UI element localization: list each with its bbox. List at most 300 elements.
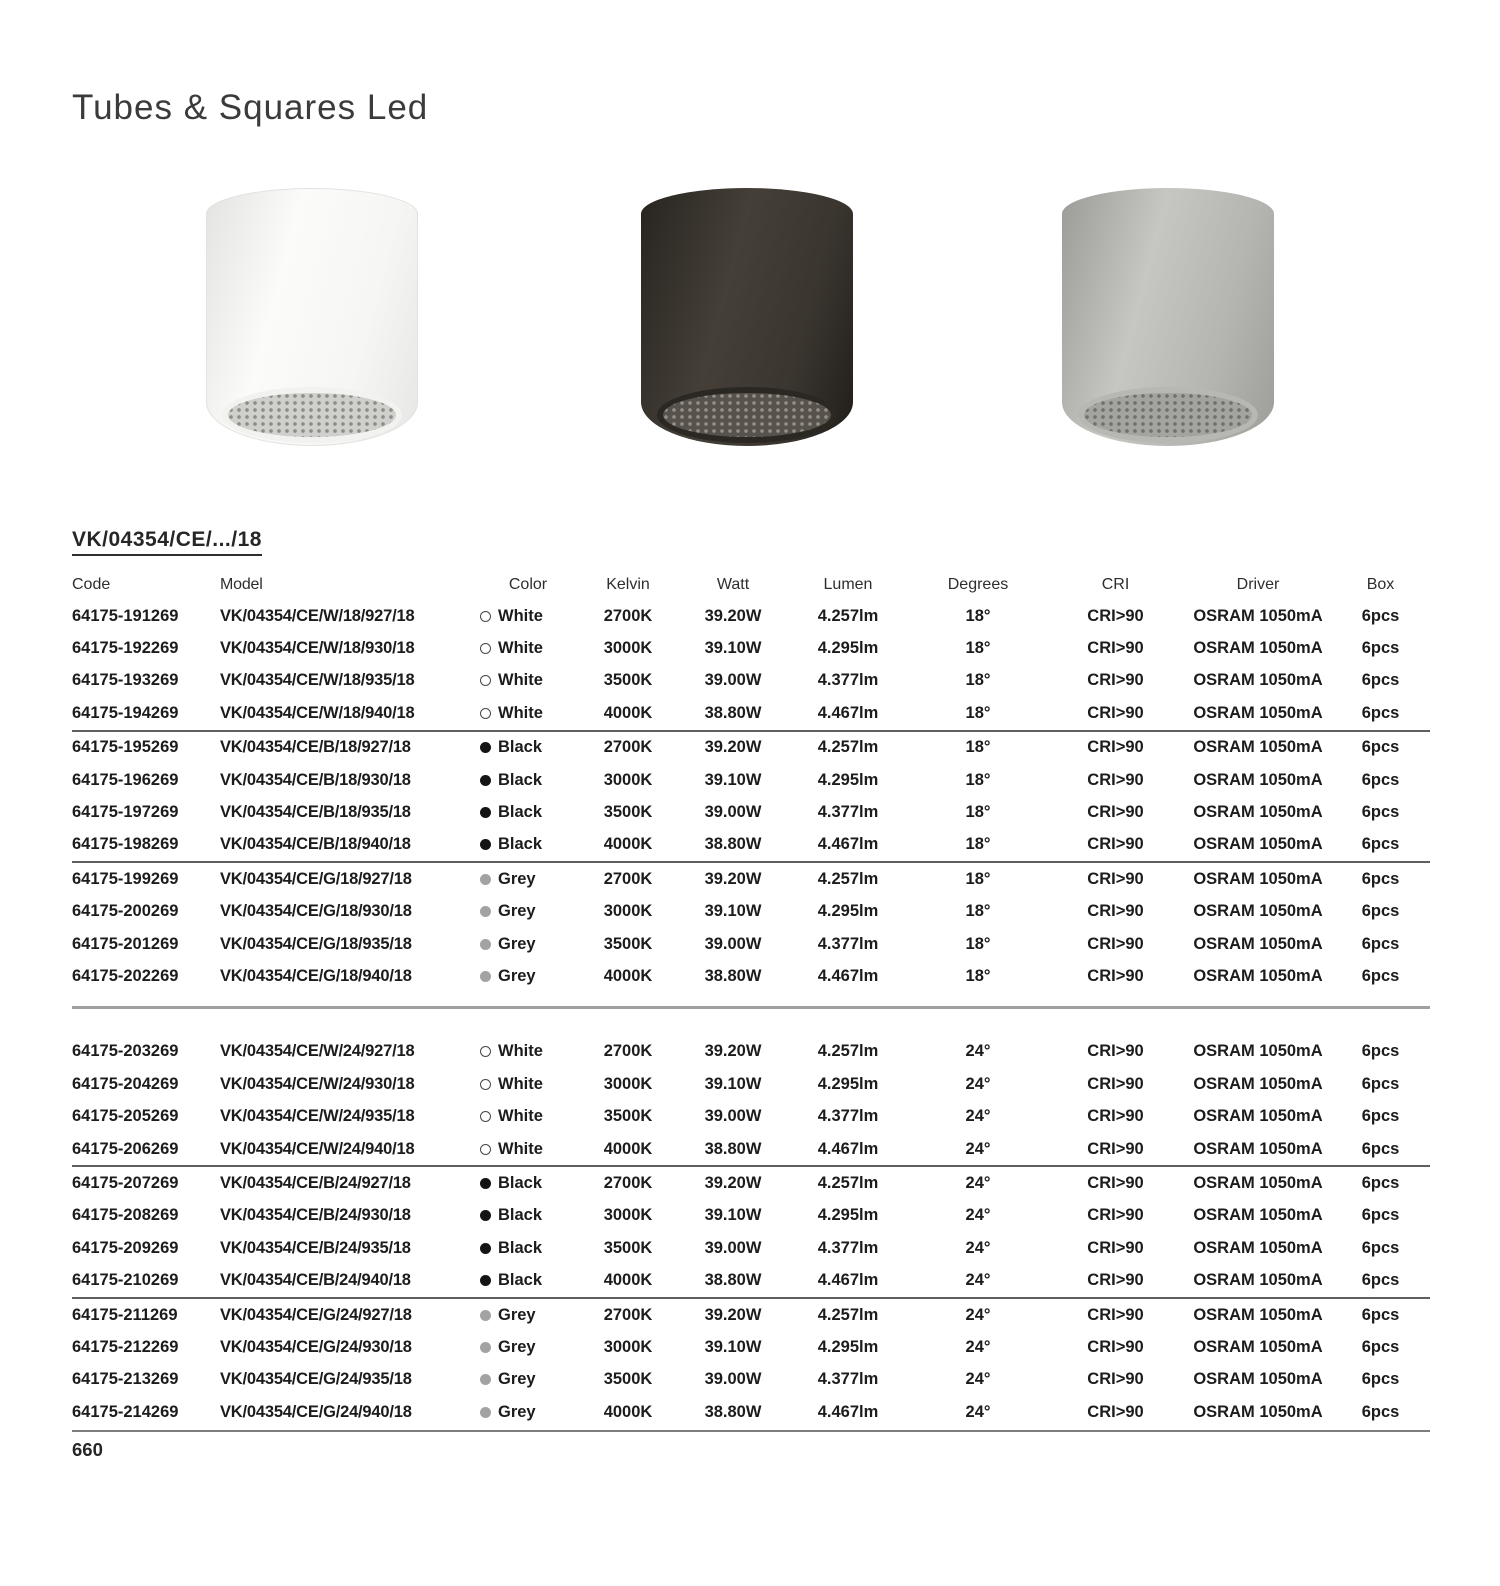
cylinder-lens-honeycomb [1078,387,1258,443]
degrees-cell: 18° [965,639,991,658]
color-label: Black [498,1238,543,1257]
cri-cell: CRI>90 [1087,1402,1144,1421]
watt-cell: 39.20W [704,606,762,625]
section-divider-gap [72,1006,1430,1036]
table-bottom-border [72,1430,1430,1432]
driver-cell: OSRAM 1050mA [1193,671,1323,690]
col-header-model: Model [220,576,263,593]
box-cell: 6pcs [1361,902,1400,921]
black-color-swatch-icon [480,1243,491,1254]
product-images [72,188,1430,446]
table-row [72,1068,1430,1100]
degrees-cell: 18° [965,703,991,722]
lumen-cell: 4.467lm [817,1271,879,1290]
color-cell [478,671,578,690]
black-color-swatch-icon [480,1178,491,1189]
driver-cell: OSRAM 1050mA [1193,1271,1323,1290]
code-cell: 64175-205269 [72,1107,179,1126]
code-cell: 64175-194269 [72,703,179,722]
white-color-swatch-icon [480,1111,491,1122]
grey-color-swatch-icon [480,939,491,950]
watt-cell: 39.20W [704,869,762,888]
color-cell [478,738,578,757]
code-cell: 64175-200269 [72,902,179,921]
color-label: Grey [498,902,536,921]
model-cell: VK/04354/CE/B/24/930/18 [220,1206,411,1225]
color-label: Black [498,835,543,854]
col-header-lumen: Lumen [823,576,873,593]
code-cell: 64175-204269 [72,1074,179,1093]
box-cell: 6pcs [1361,835,1400,854]
color-cell [478,1370,578,1389]
degrees-cell: 24° [965,1206,991,1225]
box-cell: 6pcs [1361,1370,1400,1389]
lumen-cell: 4.257lm [817,1173,879,1192]
color-label: White [498,1139,543,1158]
code-cell: 64175-191269 [72,606,179,625]
black-color-swatch-icon [480,807,491,818]
watt-cell: 39.00W [704,671,762,690]
color-cell [478,607,578,626]
watt-cell: 39.10W [704,1337,762,1356]
color-label: White [498,1074,543,1093]
kelvin-cell: 4000K [603,966,653,985]
box-cell: 6pcs [1361,1402,1400,1421]
white-color-swatch-icon [480,1079,491,1090]
table-row [72,863,1430,895]
col-header-cri: CRI [1101,576,1130,593]
grey-color-swatch-icon [480,1310,491,1321]
watt-cell: 39.20W [704,1173,762,1192]
model-cell: VK/04354/CE/B/18/930/18 [220,770,411,789]
model-cell: VK/04354/CE/W/24/935/18 [220,1107,415,1126]
box-cell: 6pcs [1361,703,1400,722]
color-cell [478,1306,578,1325]
kelvin-cell: 3500K [603,803,653,822]
code-cell: 64175-211269 [72,1305,178,1324]
degrees-cell: 24° [965,1173,991,1192]
degrees-cell: 24° [965,1042,991,1061]
col-header-degrees: Degrees [947,576,1009,593]
driver-cell: OSRAM 1050mA [1193,639,1323,658]
lumen-cell: 4.467lm [817,966,879,985]
model-cell: VK/04354/CE/B/24/935/18 [220,1238,411,1257]
family-code: VK/04354/CE/.../18 [72,528,262,556]
watt-cell: 38.80W [704,1402,762,1421]
box-cell: 6pcs [1361,1173,1400,1192]
model-cell: VK/04354/CE/W/24/930/18 [220,1074,415,1093]
table-row [72,1232,1430,1264]
color-cell [478,1174,578,1193]
table-row [72,796,1430,828]
cri-cell: CRI>90 [1087,835,1144,854]
white-color-swatch-icon [480,643,491,654]
watt-cell: 39.00W [704,803,762,822]
model-cell: VK/04354/CE/W/18/940/18 [220,703,415,722]
table-row [72,665,1430,697]
cri-cell: CRI>90 [1087,1370,1144,1389]
kelvin-cell: 2700K [603,1305,653,1324]
lumen-cell: 4.377lm [817,934,879,953]
degrees-cell: 18° [965,770,991,789]
watt-cell: 39.10W [704,770,762,789]
kelvin-cell: 2700K [603,606,653,625]
cri-cell: CRI>90 [1087,934,1144,953]
color-label: Grey [498,1337,536,1356]
model-cell: VK/04354/CE/W/18/930/18 [220,639,415,658]
lumen-cell: 4.377lm [817,1107,879,1126]
lumen-cell: 4.295lm [817,1337,879,1356]
color-cell [478,870,578,889]
driver-cell: OSRAM 1050mA [1193,1074,1323,1093]
color-label: Grey [498,934,536,953]
code-cell: 64175-206269 [72,1139,179,1158]
black-color-swatch-icon [480,1210,491,1221]
cri-cell: CRI>90 [1087,1337,1144,1356]
white-color-swatch-icon [480,1144,491,1155]
lumen-cell: 4.377lm [817,1238,879,1257]
box-cell: 6pcs [1361,738,1400,757]
cri-cell: CRI>90 [1087,902,1144,921]
code-cell: 64175-210269 [72,1271,179,1290]
cri-cell: CRI>90 [1087,770,1144,789]
model-cell: VK/04354/CE/G/18/930/18 [220,902,412,921]
cri-cell: CRI>90 [1087,639,1144,658]
driver-cell: OSRAM 1050mA [1193,738,1323,757]
degrees-cell: 18° [965,835,991,854]
driver-cell: OSRAM 1050mA [1193,606,1323,625]
kelvin-cell: 4000K [603,703,653,722]
box-cell: 6pcs [1361,803,1400,822]
watt-cell: 39.10W [704,1074,762,1093]
lumen-cell: 4.295lm [817,770,879,789]
lumen-cell: 4.257lm [817,1042,879,1061]
color-label: White [498,639,543,658]
driver-cell: OSRAM 1050mA [1193,1238,1323,1257]
lumen-cell: 4.467lm [817,1139,879,1158]
color-label: Black [498,803,543,822]
black-color-swatch-icon [480,742,491,753]
grey-color-swatch-icon [480,1342,491,1353]
code-cell: 64175-212269 [72,1337,179,1356]
code-cell: 64175-203269 [72,1042,179,1061]
code-cell: 64175-195269 [72,738,179,757]
color-cell [478,902,578,921]
degrees-cell: 24° [965,1107,991,1126]
degrees-cell: 24° [965,1337,991,1356]
code-cell: 64175-207269 [72,1173,179,1192]
code-cell: 64175-193269 [72,671,179,690]
driver-cell: OSRAM 1050mA [1193,1042,1323,1061]
box-cell: 6pcs [1361,1337,1400,1356]
table-row [72,1331,1430,1363]
model-cell: VK/04354/CE/W/18/927/18 [220,606,415,625]
watt-cell: 39.20W [704,1305,762,1324]
code-cell: 64175-209269 [72,1238,179,1257]
color-cell [478,1239,578,1258]
driver-cell: OSRAM 1050mA [1193,1402,1323,1421]
lumen-cell: 4.467lm [817,835,879,854]
color-cell [478,771,578,790]
kelvin-cell: 2700K [603,1042,653,1061]
watt-cell: 38.80W [704,1139,762,1158]
degrees-cell: 18° [965,966,991,985]
model-cell: VK/04354/CE/W/18/935/18 [220,671,415,690]
cri-cell: CRI>90 [1087,1139,1144,1158]
catalog-page [0,86,1500,1461]
code-cell: 64175-213269 [72,1370,179,1389]
color-label: White [498,671,543,690]
degrees-cell: 24° [965,1271,991,1290]
lumen-cell: 4.257lm [817,738,879,757]
color-label: Black [498,738,543,757]
box-cell: 6pcs [1361,1206,1400,1225]
driver-cell: OSRAM 1050mA [1193,703,1323,722]
degrees-cell: 18° [965,606,991,625]
model-cell: VK/04354/CE/W/24/927/18 [220,1042,415,1061]
white-color-swatch-icon [480,708,491,719]
color-label: Grey [498,1402,536,1421]
lumen-cell: 4.295lm [817,1206,879,1225]
col-header-kelvin: Kelvin [606,576,650,593]
color-label: White [498,1107,543,1126]
watt-cell: 39.20W [704,738,762,757]
kelvin-cell: 3500K [603,1370,653,1389]
box-cell: 6pcs [1361,1271,1400,1290]
color-cell [478,803,578,822]
page-title: Tubes & Squares Led [72,88,429,127]
kelvin-cell: 3500K [603,934,653,953]
box-cell: 6pcs [1361,1238,1400,1257]
col-header-watt: Watt [716,576,750,593]
table-row [72,697,1430,731]
color-cell [478,1107,578,1126]
degrees-cell: 18° [965,902,991,921]
kelvin-cell: 3000K [603,902,653,921]
color-label: Grey [498,1305,536,1324]
col-header-box: Box [1366,576,1395,593]
box-cell: 6pcs [1361,1042,1400,1061]
white-color-swatch-icon [480,1046,491,1057]
white-color-swatch-icon [480,675,491,686]
model-cell: VK/04354/CE/G/18/935/18 [220,934,412,953]
model-cell: VK/04354/CE/B/24/940/18 [220,1271,411,1290]
box-cell: 6pcs [1361,770,1400,789]
driver-cell: OSRAM 1050mA [1193,966,1323,985]
degrees-cell: 24° [965,1238,991,1257]
watt-cell: 38.80W [704,966,762,985]
table-row [72,632,1430,664]
lumen-cell: 4.295lm [817,639,879,658]
degrees-cell: 18° [965,869,991,888]
color-cell [478,1338,578,1357]
driver-cell: OSRAM 1050mA [1193,1337,1323,1356]
model-cell: VK/04354/CE/G/18/927/18 [220,869,412,888]
color-label: Grey [498,869,536,888]
watt-cell: 39.00W [704,1370,762,1389]
code-cell: 64175-196269 [72,770,179,789]
cylinder-lens-honeycomb [657,387,837,443]
cri-cell: CRI>90 [1087,606,1144,625]
box-cell: 6pcs [1361,1305,1400,1324]
watt-cell: 38.80W [704,1271,762,1290]
kelvin-cell: 2700K [603,869,653,888]
table-row [72,732,1430,764]
color-label: Black [498,1173,543,1192]
product-image-grey-cylinder [1062,188,1274,446]
lumen-cell: 4.467lm [817,1402,879,1421]
watt-cell: 39.10W [704,639,762,658]
black-color-swatch-icon [480,1275,491,1286]
lumen-cell: 4.295lm [817,1074,879,1093]
grey-color-swatch-icon [480,1374,491,1385]
col-header-driver: Driver [1236,576,1280,593]
color-cell [478,1206,578,1225]
color-label: White [498,703,543,722]
lumen-cell: 4.377lm [817,671,879,690]
cylinder-lens-honeycomb [222,387,402,443]
driver-cell: OSRAM 1050mA [1193,1206,1323,1225]
grey-color-swatch-icon [480,1407,491,1418]
degrees-cell: 18° [965,803,991,822]
table-row [72,1200,1430,1232]
cri-cell: CRI>90 [1087,1238,1144,1257]
kelvin-cell: 3000K [603,770,653,789]
kelvin-cell: 3500K [603,671,653,690]
kelvin-cell: 3500K [603,1238,653,1257]
color-cell [478,639,578,658]
box-cell: 6pcs [1361,1139,1400,1158]
section-divider-line [72,1006,1430,1009]
table-header [72,570,1430,600]
table-row [72,1264,1430,1298]
model-cell: VK/04354/CE/G/24/930/18 [220,1337,412,1356]
color-cell [478,1271,578,1290]
table-row [72,829,1430,863]
cri-cell: CRI>90 [1087,1042,1144,1061]
kelvin-cell: 3500K [603,1107,653,1126]
table-row [72,1167,1430,1199]
lumen-cell: 4.257lm [817,869,879,888]
driver-cell: OSRAM 1050mA [1193,770,1323,789]
color-label: Black [498,770,543,789]
color-label: Grey [498,1370,536,1389]
code-cell: 64175-214269 [72,1402,179,1421]
degrees-cell: 18° [965,671,991,690]
color-cell [478,1042,578,1061]
table-row [72,1036,1430,1068]
cri-cell: CRI>90 [1087,738,1144,757]
model-cell: VK/04354/CE/B/18/935/18 [220,803,411,822]
box-cell: 6pcs [1361,1074,1400,1093]
product-image-white-cylinder [206,188,418,446]
driver-cell: OSRAM 1050mA [1193,902,1323,921]
grey-color-swatch-icon [480,906,491,917]
degrees-cell: 24° [965,1402,991,1421]
kelvin-cell: 3000K [603,1206,653,1225]
box-cell: 6pcs [1361,639,1400,658]
color-cell [478,1075,578,1094]
grey-color-swatch-icon [480,874,491,885]
cri-cell: CRI>90 [1087,966,1144,985]
model-cell: VK/04354/CE/B/18/927/18 [220,738,411,757]
cri-cell: CRI>90 [1087,671,1144,690]
box-cell: 6pcs [1361,1107,1400,1126]
table-row [72,928,1430,960]
watt-cell: 39.10W [704,1206,762,1225]
degrees-cell: 24° [965,1074,991,1093]
kelvin-cell: 3000K [603,1074,653,1093]
cri-cell: CRI>90 [1087,1206,1144,1225]
driver-cell: OSRAM 1050mA [1193,1107,1323,1126]
box-cell: 6pcs [1361,934,1400,953]
table-row [72,764,1430,796]
col-header-code: Code [72,576,111,593]
kelvin-cell: 3000K [603,1337,653,1356]
color-cell [478,704,578,723]
kelvin-cell: 4000K [603,1139,653,1158]
watt-cell: 39.10W [704,902,762,921]
degrees-cell: 18° [965,738,991,757]
cri-cell: CRI>90 [1087,869,1144,888]
code-cell: 64175-198269 [72,835,179,854]
white-color-swatch-icon [480,611,491,622]
driver-cell: OSRAM 1050mA [1193,1370,1323,1389]
driver-cell: OSRAM 1050mA [1193,869,1323,888]
table-body [72,600,1430,1428]
table-row [72,600,1430,632]
black-color-swatch-icon [480,839,491,850]
code-cell: 64175-208269 [72,1206,179,1225]
driver-cell: OSRAM 1050mA [1193,1139,1323,1158]
color-label: Black [498,1271,543,1290]
driver-cell: OSRAM 1050mA [1193,803,1323,822]
cri-cell: CRI>90 [1087,1173,1144,1192]
kelvin-cell: 2700K [603,738,653,757]
table-row [72,1133,1430,1167]
watt-cell: 39.20W [704,1042,762,1061]
code-cell: 64175-197269 [72,803,179,822]
color-label: White [498,606,543,625]
table-row [72,1396,1430,1428]
model-cell: VK/04354/CE/G/18/940/18 [220,966,412,985]
col-header-color: Color [508,576,548,593]
watt-cell: 39.00W [704,934,762,953]
degrees-cell: 24° [965,1370,991,1389]
kelvin-cell: 4000K [603,835,653,854]
model-cell: VK/04354/CE/W/24/940/18 [220,1139,415,1158]
code-cell: 64175-201269 [72,934,179,953]
kelvin-cell: 2700K [603,1173,653,1192]
table-row [72,960,1430,992]
driver-cell: OSRAM 1050mA [1193,934,1323,953]
page-number: 660 [72,1439,103,1461]
model-cell: VK/04354/CE/G/24/935/18 [220,1370,412,1389]
degrees-cell: 24° [965,1139,991,1158]
lumen-cell: 4.257lm [817,606,879,625]
lumen-cell: 4.467lm [817,703,879,722]
kelvin-cell: 4000K [603,1402,653,1421]
box-cell: 6pcs [1361,869,1400,888]
product-image-black-cylinder [641,188,853,446]
driver-cell: OSRAM 1050mA [1193,1305,1323,1324]
model-cell: VK/04354/CE/B/24/927/18 [220,1173,411,1192]
watt-cell: 38.80W [704,835,762,854]
code-cell: 64175-192269 [72,639,179,658]
box-cell: 6pcs [1361,966,1400,985]
cri-cell: CRI>90 [1087,703,1144,722]
cri-cell: CRI>90 [1087,1271,1144,1290]
